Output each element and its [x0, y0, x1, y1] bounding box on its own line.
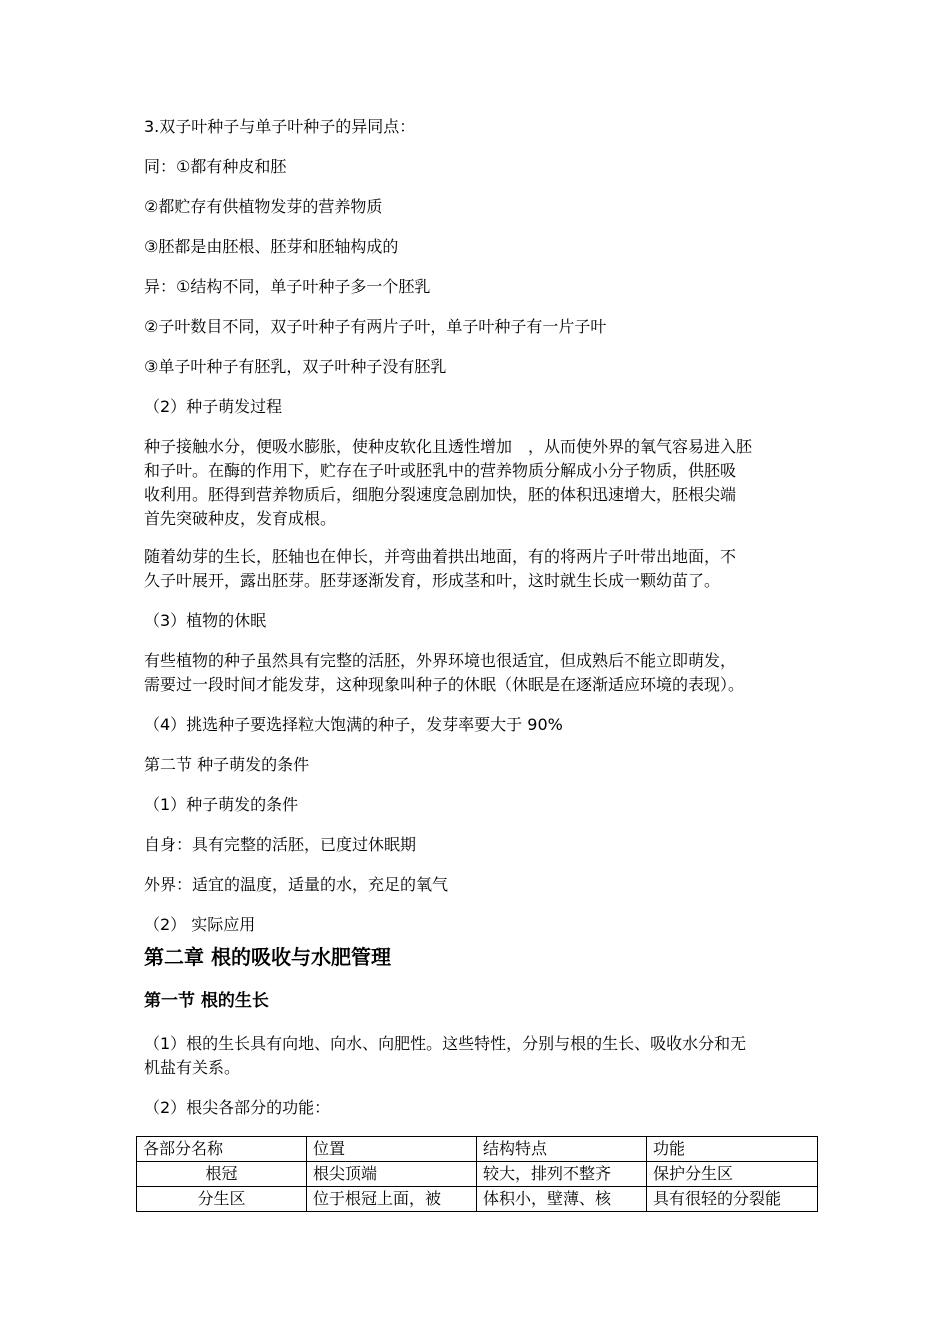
table-cell: 分生区: [137, 1187, 307, 1212]
table-cell: 保护分生区: [647, 1162, 818, 1187]
table-cell: 体积小，壁薄、核: [477, 1187, 647, 1212]
seedling-paragraph-line: 久子叶展开，露出胚芽。胚芽逐渐发育，形成茎和叶，这时就生长成一颗幼苗了。: [144, 571, 721, 590]
root-paragraph-line: （1）根的生长具有向地、向水、向肥性。这些特性，分别与根的生长、吸收水分和无: [144, 1034, 747, 1053]
table-header-cell: 结构特点: [477, 1137, 647, 1162]
root-paragraph-line: 机盐有关系。: [144, 1058, 241, 1077]
similarity-line-2: ②都贮存有供植物发芽的营养物质: [144, 197, 383, 216]
table-cell: 根尖顶端: [307, 1162, 477, 1187]
dormancy-paragraph-line: 有些植物的种子虽然具有完整的活胚，外界环境也很适宜，但成熟后不能立即萌发，: [144, 651, 737, 670]
dormancy-paragraph-line: 需要过一段时间才能发芽，这种现象叫种子的休眠（休眠是在逐渐适应环境的表现）。: [144, 675, 745, 694]
table-row: [137, 1162, 818, 1187]
table-cell: 较大，排列不整齐: [477, 1162, 647, 1187]
root-tip-title: （2）根尖各部分的功能：: [144, 1098, 331, 1117]
heading-seed-comparison: 3.双子叶种子与单子叶种子的异同点：: [144, 117, 416, 136]
seedling-paragraph-line: 随着幼芽的生长，胚轴也在伸长，并弯曲着拱出地面，有的将两片子叶带出地面，不: [144, 547, 737, 566]
conditions-title: （1）种子萌发的条件: [144, 795, 299, 814]
dormancy-title: （3）植物的休眠: [144, 611, 267, 630]
condition-internal: 自身：具有完整的活胚，已度过休眠期: [144, 835, 417, 854]
section-2-title: 第二节 种子萌发的条件: [144, 755, 310, 774]
root-tip-table: [136, 1136, 818, 1212]
table-header-row: [137, 1137, 818, 1162]
table-header-cell: 各部分名称: [137, 1137, 307, 1162]
difference-line-2: ②子叶数目不同，双子叶种子有两片子叶，单子叶种子有一片子叶: [144, 317, 607, 336]
table-cell: 具有很轻的分裂能: [647, 1187, 818, 1212]
table-header-cell: 功能: [647, 1137, 818, 1162]
difference-line-3: ③单子叶种子有胚乳，双子叶种子没有胚乳: [144, 357, 447, 376]
table-header-cell: 位置: [307, 1137, 477, 1162]
seed-selection-line: （4）挑选种子要选择粒大饱满的种子，发芽率要大于 90%: [144, 715, 563, 734]
germination-paragraph-line: 收利用。胚得到营养物质后，细胞分裂速度急剧加快，胚的体积迅速增大，胚根尖端: [144, 485, 737, 504]
similarity-line-3: ③胚都是由胚根、胚芽和胚轴构成的: [144, 237, 399, 256]
germination-paragraph-line: 首先突破种皮，发育成根。: [144, 509, 337, 528]
section-1-title: 第一节 根的生长: [144, 991, 269, 1011]
table-cell: 位于根冠上面，被: [307, 1187, 477, 1212]
germination-paragraph-line: 和子叶。在酶的作用下，贮存在子叶或胚乳中的营养物质分解成小分子物质，供胚吸: [144, 461, 737, 480]
similarity-line-1: 同：①都有种皮和胚: [144, 157, 287, 176]
table-cell: 根冠: [137, 1162, 307, 1187]
application-title: （2） 实际应用: [144, 915, 256, 934]
germination-process-title: （2）种子萌发过程: [144, 397, 283, 416]
table-row: [137, 1187, 818, 1212]
germination-paragraph-line: 种子接触水分，便吸水膨胀，使种皮软化且透性增加 ，从而使外界的氧气容易进入胚: [144, 437, 753, 456]
difference-line-1: 异：①结构不同，单子叶种子多一个胚乳: [144, 277, 431, 296]
condition-external: 外界：适宜的温度，适量的水，充足的氧气: [144, 875, 449, 894]
chapter-2-title: 第二章 根的吸收与水肥管理: [144, 945, 391, 969]
